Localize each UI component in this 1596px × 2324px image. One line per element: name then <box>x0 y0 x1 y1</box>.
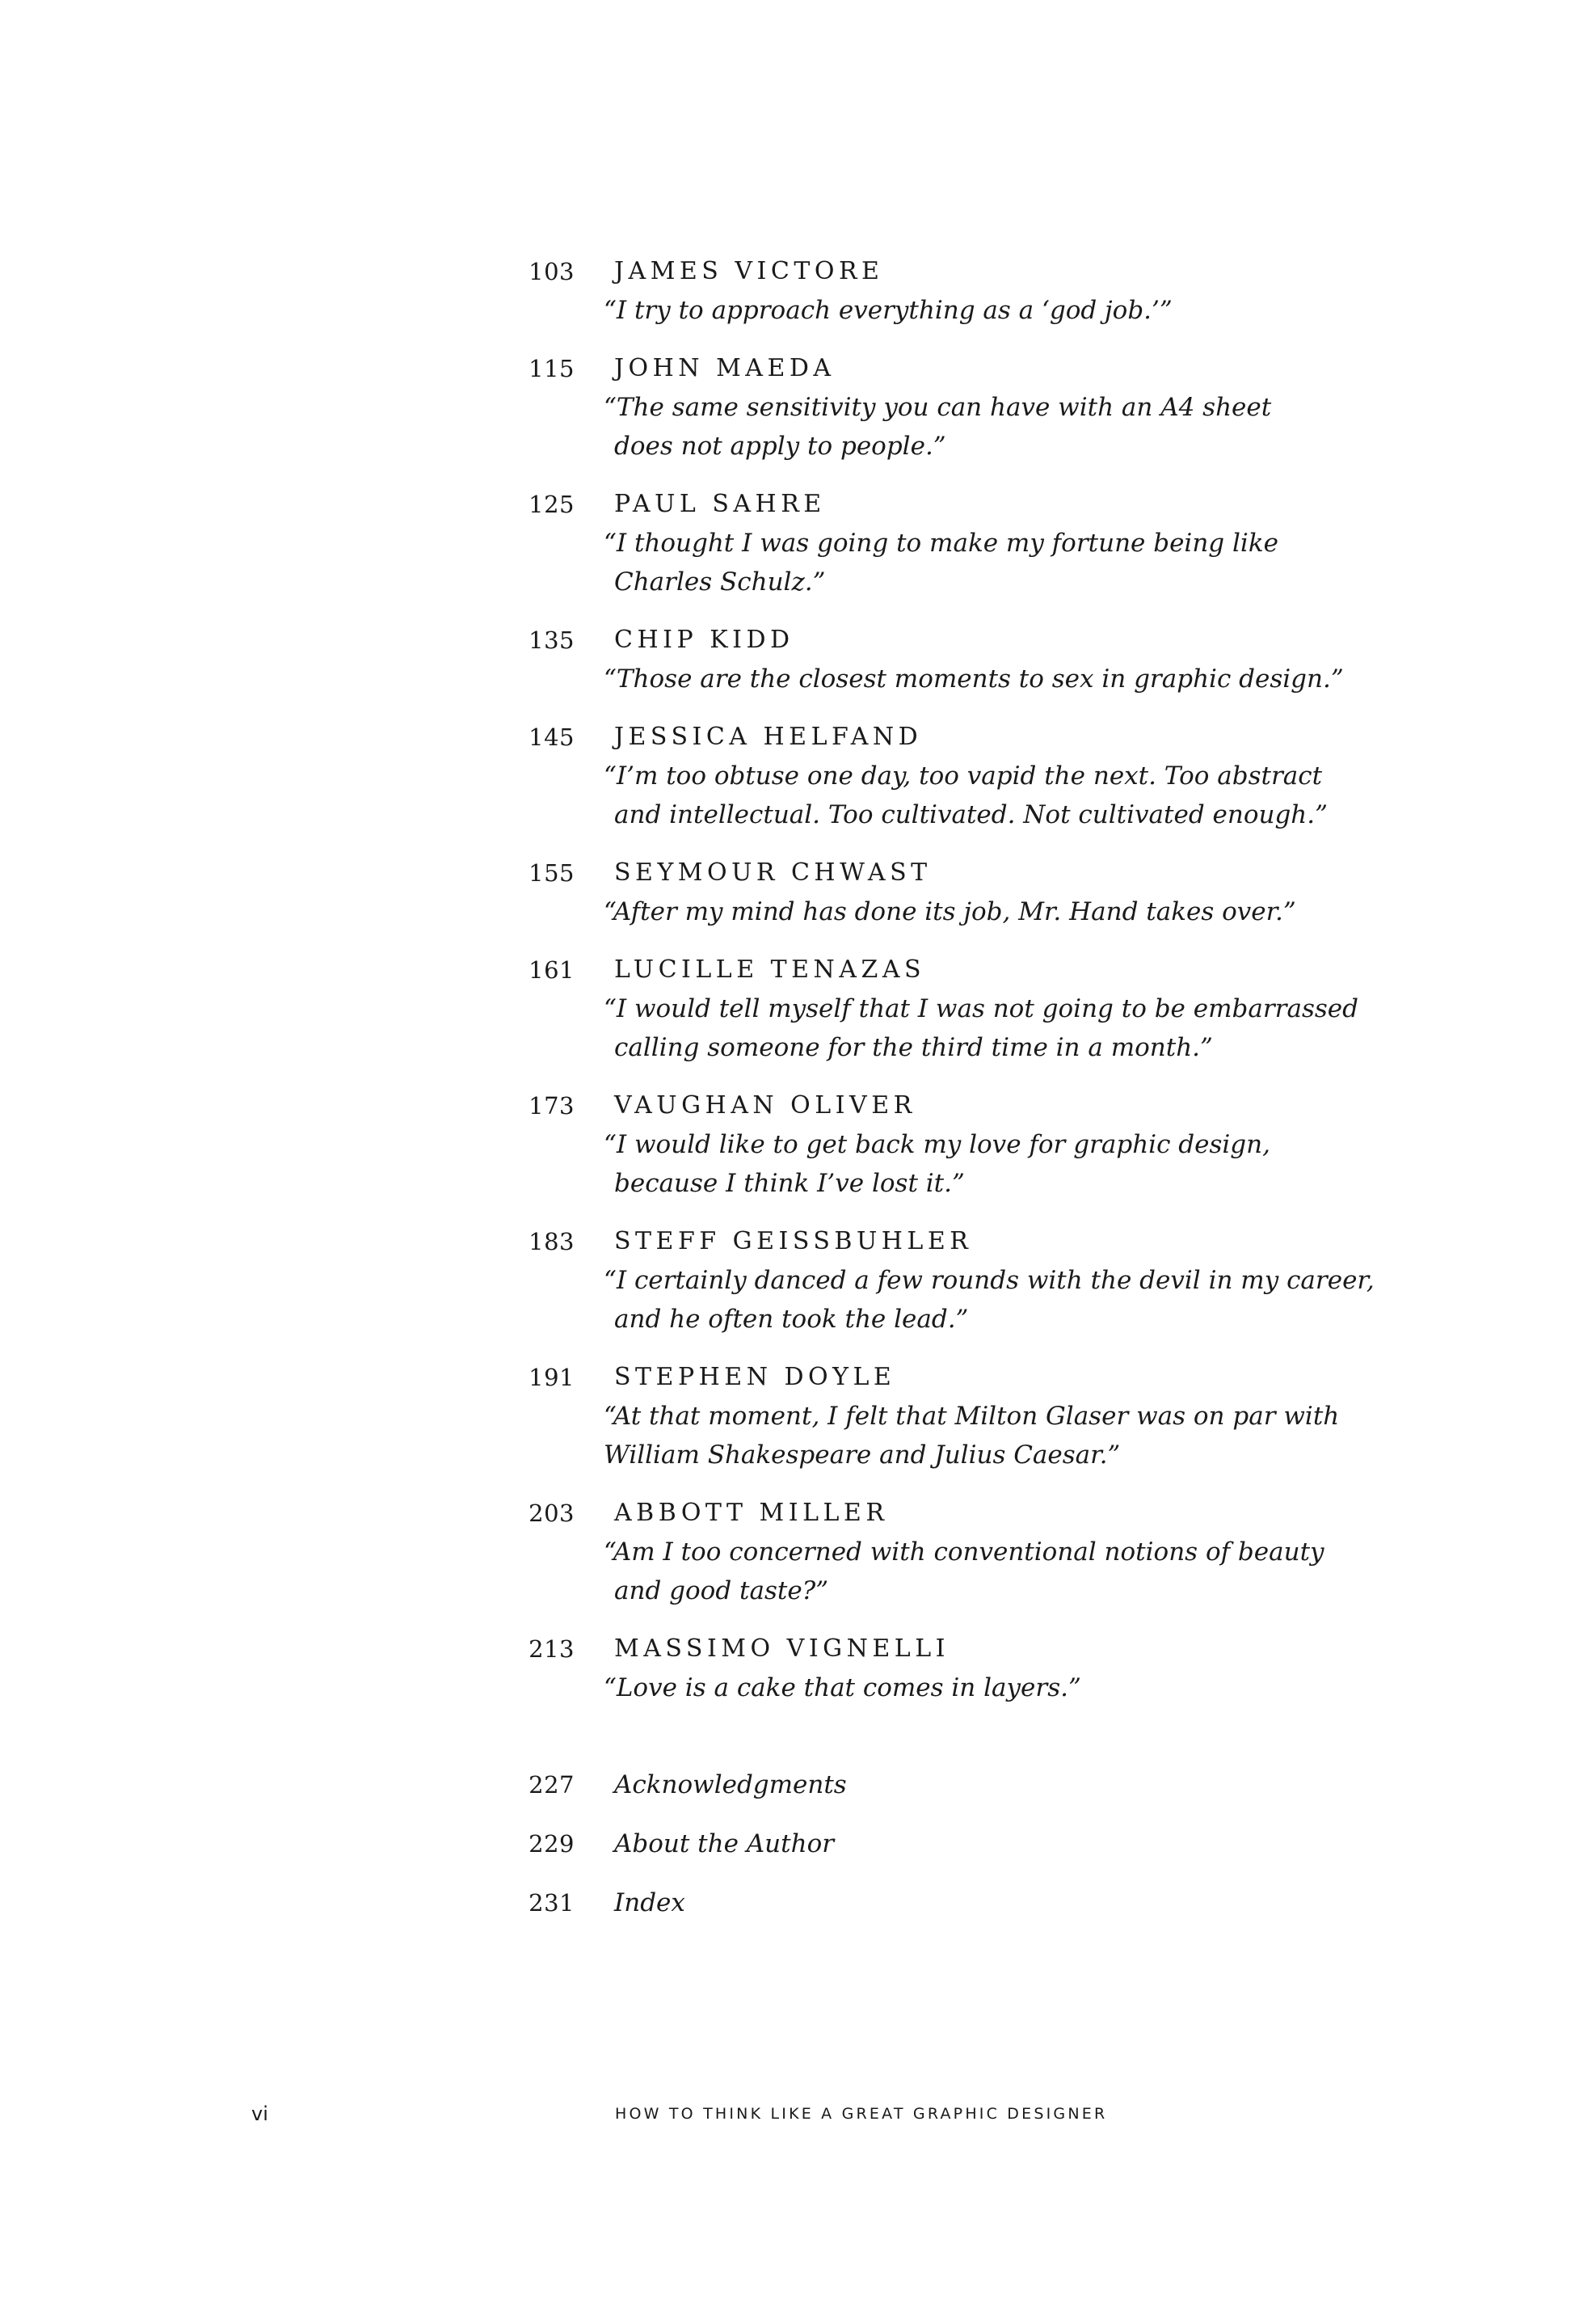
quote-line: calling someone for the third time in a month.” <box>614 1033 1213 1062</box>
page-number: 191 <box>528 1364 575 1391</box>
toc-entry-about-the-author[interactable] <box>0 1824 1596 1883</box>
quote <box>604 1533 1324 1610</box>
toc-entry-james-victore[interactable] <box>0 252 1596 330</box>
quote <box>604 757 1328 834</box>
designer-name: CHIP KIDD <box>614 626 794 654</box>
toc-entry-jessica-helfand[interactable] <box>0 718 1596 834</box>
quote <box>604 1125 1315 1203</box>
quote-line: “I certainly danced a few rounds with the devil in my career, <box>604 1266 1375 1295</box>
quote-line: and intellectual. Too cultivated. Not cultivated enough.” <box>614 800 1328 829</box>
quote-line: “I thought I was going to make my fortune being like <box>604 529 1278 558</box>
quote-line: “I would tell myself that I was not going to be embarrassed <box>604 994 1358 1023</box>
quote-line: Charles Schulz.” <box>614 567 826 597</box>
designer-name: STEFF GEISSBUHLER <box>614 1227 973 1255</box>
toc-entry-abbott-miller[interactable] <box>0 1494 1596 1610</box>
designer-name: JESSICA HELFAND <box>614 723 923 751</box>
quote <box>604 892 1315 931</box>
page-number: 231 <box>528 1889 575 1917</box>
toc-entry-vaughan-oliver[interactable] <box>0 1086 1596 1203</box>
toc-entry-john-maeda[interactable] <box>0 349 1596 466</box>
page-number: 203 <box>528 1499 575 1527</box>
page-number: 227 <box>528 1771 575 1799</box>
toc-entry-steff-geissbuhler[interactable] <box>0 1222 1596 1339</box>
section-label: Acknowledgments <box>614 1770 847 1799</box>
toc-entry-lucille-tenazas[interactable] <box>0 951 1596 1067</box>
toc-entry-acknowledgments[interactable] <box>0 1765 1596 1824</box>
designer-name: ABBOTT MILLER <box>614 1499 889 1527</box>
page-number: 155 <box>528 859 575 887</box>
quote-line: “Am I too concerned with conventional notions of beauty <box>604 1537 1324 1567</box>
quote-line: does not apply to people.” <box>614 432 946 461</box>
table-of-contents <box>0 252 1596 1727</box>
toc-entry-chip-kidd[interactable] <box>0 621 1596 698</box>
quote-line: “Those are the closest moments to sex in graphic design.” <box>604 664 1344 694</box>
toc-entry-massimo-vignelli[interactable] <box>0 1630 1596 1707</box>
page-number: 183 <box>528 1228 575 1255</box>
quote <box>604 1397 1340 1474</box>
designer-name: JOHN MAEDA <box>614 354 836 382</box>
page-number: 173 <box>528 1092 575 1120</box>
designer-name: JAMES VICTORE <box>614 257 884 285</box>
quote <box>604 1668 1315 1707</box>
toc-entry-seymour-chwast[interactable] <box>0 854 1596 931</box>
page-number: 103 <box>528 258 575 285</box>
toc-entry-index[interactable] <box>0 1883 1596 1942</box>
toc-entry-stephen-doyle[interactable] <box>0 1358 1596 1474</box>
back-matter-list <box>0 1765 1596 1942</box>
page-number: 135 <box>528 626 575 654</box>
designer-name: SEYMOUR CHWAST <box>614 858 932 887</box>
toc-entry-paul-sahre[interactable] <box>0 485 1596 601</box>
quote-line: William Shakespeare and Julius Caesar.” <box>604 1440 1121 1470</box>
page-number: 213 <box>528 1635 575 1663</box>
designer-name: MASSIMO VIGNELLI <box>614 1634 950 1663</box>
page-number: 125 <box>528 491 575 518</box>
designer-name: LUCILLE TENAZAS <box>614 955 926 984</box>
designer-name: PAUL SAHRE <box>614 490 826 518</box>
quote <box>604 1261 1375 1339</box>
running-title: HOW TO THINK LIKE A GREAT GRAPHIC DESIGNER <box>615 2105 1108 2123</box>
quote-line: and he often took the lead.” <box>614 1305 969 1334</box>
designer-name: VAUGHAN OLIVER <box>614 1091 916 1120</box>
quote-line: “I try to approach everything as a ‘god job.’” <box>604 296 1173 325</box>
quote <box>604 524 1315 601</box>
quote <box>604 989 1358 1067</box>
designer-name: STEPHEN DOYLE <box>614 1363 896 1391</box>
quote-line: “The same sensitivity you can have with an A4 sheet <box>604 393 1272 422</box>
quote <box>604 388 1315 466</box>
quote-line: because I think I’ve lost it.” <box>614 1169 965 1198</box>
quote <box>604 291 1315 330</box>
quote-line: “I’m too obtuse one day, too vapid the next. Too abstract <box>604 761 1323 791</box>
page-number: 115 <box>528 355 575 382</box>
page-number: 229 <box>528 1830 575 1858</box>
quote-line: “At that moment, I felt that Milton Glaser was on par with <box>604 1402 1340 1431</box>
section-label: About the Author <box>614 1829 835 1858</box>
quote-line: “After my mind has done its job, Mr. Hand takes over.” <box>604 897 1296 926</box>
quote-line: “I would like to get back my love for graphic design, <box>604 1130 1270 1159</box>
quote-line: and good taste?” <box>614 1576 829 1605</box>
page-folio: vi <box>251 2103 268 2125</box>
page-number: 161 <box>528 956 575 984</box>
quote-line: “Love is a cake that comes in layers.” <box>604 1673 1081 1702</box>
page-number: 145 <box>528 723 575 751</box>
section-label: Index <box>614 1888 685 1917</box>
quote <box>604 660 1344 698</box>
